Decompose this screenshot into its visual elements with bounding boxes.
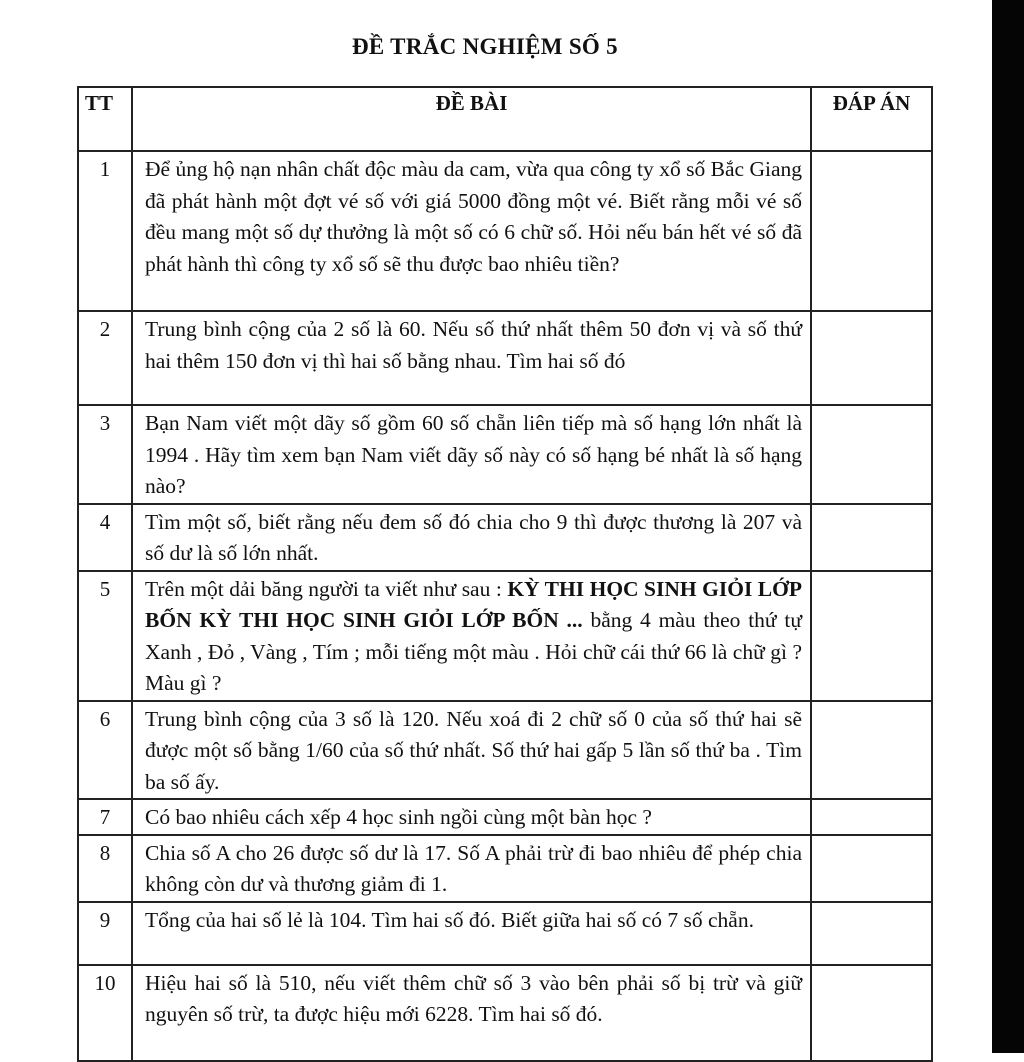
header-tt: TT (78, 87, 132, 151)
question-text-part: bằng 4 màu theo thứ tự Xanh , Đỏ , Vàng , Tím ; mỗi tiếng một màu . Hỏi chữ cái thứ 66 là chữ gì ? Màu gì ? (145, 608, 802, 695)
answer-cell[interactable] (811, 405, 932, 504)
row-number: 4 (78, 504, 132, 571)
row-number: 5 (78, 571, 132, 701)
row-number: 1 (78, 151, 132, 311)
right-edge-bar (992, 0, 1024, 1053)
table-row (78, 311, 932, 405)
table-row (78, 405, 932, 504)
question-text: Có bao nhiêu cách xếp 4 học sinh ngồi cùng một bàn học ? (132, 799, 811, 835)
table-row (78, 835, 932, 902)
question-text: Hiệu hai số là 510, nếu viết thêm chữ số 3 vào bên phải số bị trừ và giữ nguyên số trừ, ta được hiệu mới 6228. Tìm hai số đó. (132, 965, 811, 1061)
answer-cell[interactable] (811, 835, 932, 902)
table-row (78, 571, 932, 701)
question-text: Tìm một số, biết rằng nếu đem số đó chia cho 9 thì được thương là 207 và số dư là số lớn nhất. (132, 504, 811, 571)
row-number: 6 (78, 701, 132, 800)
question-text: Tổng của hai số lẻ là 104. Tìm hai số đó. Biết giữa hai số có 7 số chẵn. (132, 902, 811, 965)
answer-cell[interactable] (811, 504, 932, 571)
table-row (78, 965, 932, 1061)
answer-cell[interactable] (811, 311, 932, 405)
question-text: Để ủng hộ nạn nhân chất độc màu da cam, vừa qua công ty xổ số Bắc Giang đã phát hành một đợt vé số với giá 5000 đồng một vé. Biết rằng mỗi vé số đều mang một số dự thưởng là một số có 6 chữ số. Hỏi nếu bán hết vé số đã phát hành thì công ty xổ số sẽ thu được bao nhiêu tiền? (132, 151, 811, 311)
answer-cell[interactable] (811, 799, 932, 835)
question-text-part: Trên một dải băng người ta viết như sau : (145, 576, 508, 601)
row-number: 9 (78, 902, 132, 965)
table-row (78, 504, 932, 571)
row-number: 8 (78, 835, 132, 902)
table-row (78, 701, 932, 800)
table-row (78, 799, 932, 835)
question-text: Bạn Nam viết một dãy số gồm 60 số chẵn liên tiếp mà số hạng lớn nhất là 1994 . Hãy tìm xem bạn Nam viết dãy số này có số hạng bé nhất là số hạng nào? (132, 405, 811, 504)
table-header-row (78, 87, 932, 151)
row-number: 10 (78, 965, 132, 1061)
page-title: ĐỀ TRẮC NGHIỆM SỐ 5 (352, 34, 618, 59)
quiz-table (77, 86, 933, 1062)
header-de-bai: ĐỀ BÀI (132, 87, 811, 151)
header-dap-an: ĐÁP ÁN (811, 87, 932, 151)
answer-cell[interactable] (811, 902, 932, 965)
answer-cell[interactable] (811, 571, 932, 701)
question-text: Trung bình cộng của 3 số là 120. Nếu xoá đi 2 chữ số 0 của số thứ hai sẽ được một số bằng 1/60 của số thứ nhất. Số thứ hai gấp 5 lần số thứ ba . Tìm ba số ấy. (132, 701, 811, 800)
row-number: 2 (78, 311, 132, 405)
table-row (78, 902, 932, 965)
row-number: 3 (78, 405, 132, 504)
question-text (132, 571, 811, 701)
question-text: Chia số A cho 26 được số dư là 17. Số A phải trừ đi bao nhiêu để phép chia không còn dư và thương giảm đi 1. (132, 835, 811, 902)
answer-cell[interactable] (811, 965, 932, 1061)
answer-cell[interactable] (811, 151, 932, 311)
table-row (78, 151, 932, 311)
question-text: Trung bình cộng của 2 số là 60. Nếu số thứ nhất thêm 50 đơn vị và số thứ hai thêm 150 đơn vị thì hai số bằng nhau. Tìm hai số đó (132, 311, 811, 405)
row-number: 7 (78, 799, 132, 835)
question-text-bold: KỲ THI HỌC SINH GIỎI LỚP BỐN KỲ THI HỌC SINH GIỎI LỚP BỐN ... (145, 576, 802, 632)
answer-cell[interactable] (811, 701, 932, 800)
